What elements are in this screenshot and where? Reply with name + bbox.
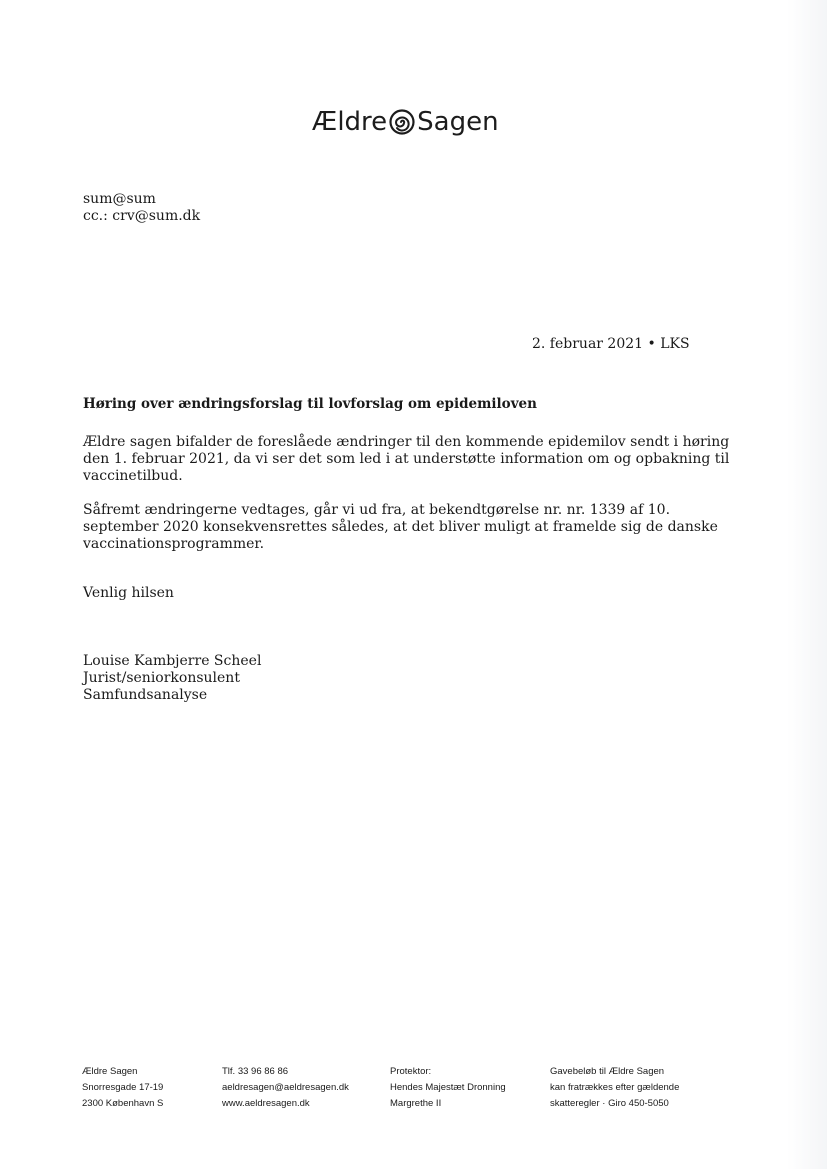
- scan-edge: [787, 0, 827, 1169]
- footer-line: Gavebeløb til Ældre Sagen: [550, 1066, 665, 1077]
- paragraph-line: vaccinetilbud.: [83, 468, 183, 484]
- logo-right-text: Sagen: [417, 107, 499, 137]
- recipients-block: [83, 191, 200, 225]
- footer-line: Margrethe II: [390, 1098, 442, 1109]
- footer-line: Protektor:: [390, 1066, 432, 1077]
- paragraph-line: den 1. februar 2021, da vi ser det som led i at understøtte information om og opbakning til: [83, 451, 730, 467]
- date-line: 2. februar 2021 • LKS: [532, 336, 690, 352]
- footer-line: Ældre Sagen: [82, 1066, 138, 1077]
- footer-donation: [550, 1064, 679, 1112]
- signature-name: Louise Kambjerre Scheel: [83, 653, 262, 669]
- paragraph-line: Ældre sagen bifalder de foreslåede ændringer til den kommende epidemilov sendt i høring: [83, 434, 730, 450]
- footer-address: [82, 1064, 163, 1112]
- logo-left-text: Ældre: [312, 107, 388, 137]
- footer-line: skatteregler · Giro 450-5050: [550, 1098, 669, 1109]
- footer-phone: Tlf. 33 96 86 86: [222, 1066, 289, 1077]
- paragraph-2: [83, 502, 718, 553]
- spiral-icon: [389, 109, 415, 135]
- recipient-to: sum@sum: [83, 191, 156, 207]
- footer-protector: [390, 1064, 506, 1112]
- signature-title: Jurist/seniorkonsulent: [83, 670, 240, 686]
- footer-contact: [222, 1064, 349, 1112]
- footer-website-link[interactable]: www.aeldresagen.dk: [222, 1098, 310, 1109]
- recipient-cc: cc.: crv@sum.dk: [83, 208, 201, 224]
- footer-line: kan fratrækkes efter gældende: [550, 1082, 680, 1093]
- paragraph-line: vaccinationsprogrammer.: [83, 536, 265, 552]
- signature-block: [83, 653, 261, 704]
- closing: Venlig hilsen: [83, 585, 174, 601]
- footer-email-link[interactable]: aeldresagen@aeldresagen.dk: [222, 1082, 349, 1093]
- aeldre-sagen-logo: [312, 104, 499, 140]
- footer-line: Hendes Majestæt Dronning: [390, 1082, 506, 1093]
- footer-line: 2300 København S: [82, 1098, 164, 1109]
- paragraph-line: Såfremt ændringerne vedtages, går vi ud fra, at bekendtgørelse nr. nr. 1339 af 10.: [83, 502, 671, 518]
- footer-line: Snorresgade 17-19: [82, 1082, 164, 1093]
- signature-department: Samfundsanalyse: [83, 687, 208, 703]
- letter-subject: Høring over ændringsforslag til lovforslag om epidemiloven: [83, 396, 537, 412]
- paragraph-line: september 2020 konsekvensrettes således, at det bliver muligt at framelde sig de danske: [83, 519, 718, 535]
- paragraph-1: [83, 434, 730, 485]
